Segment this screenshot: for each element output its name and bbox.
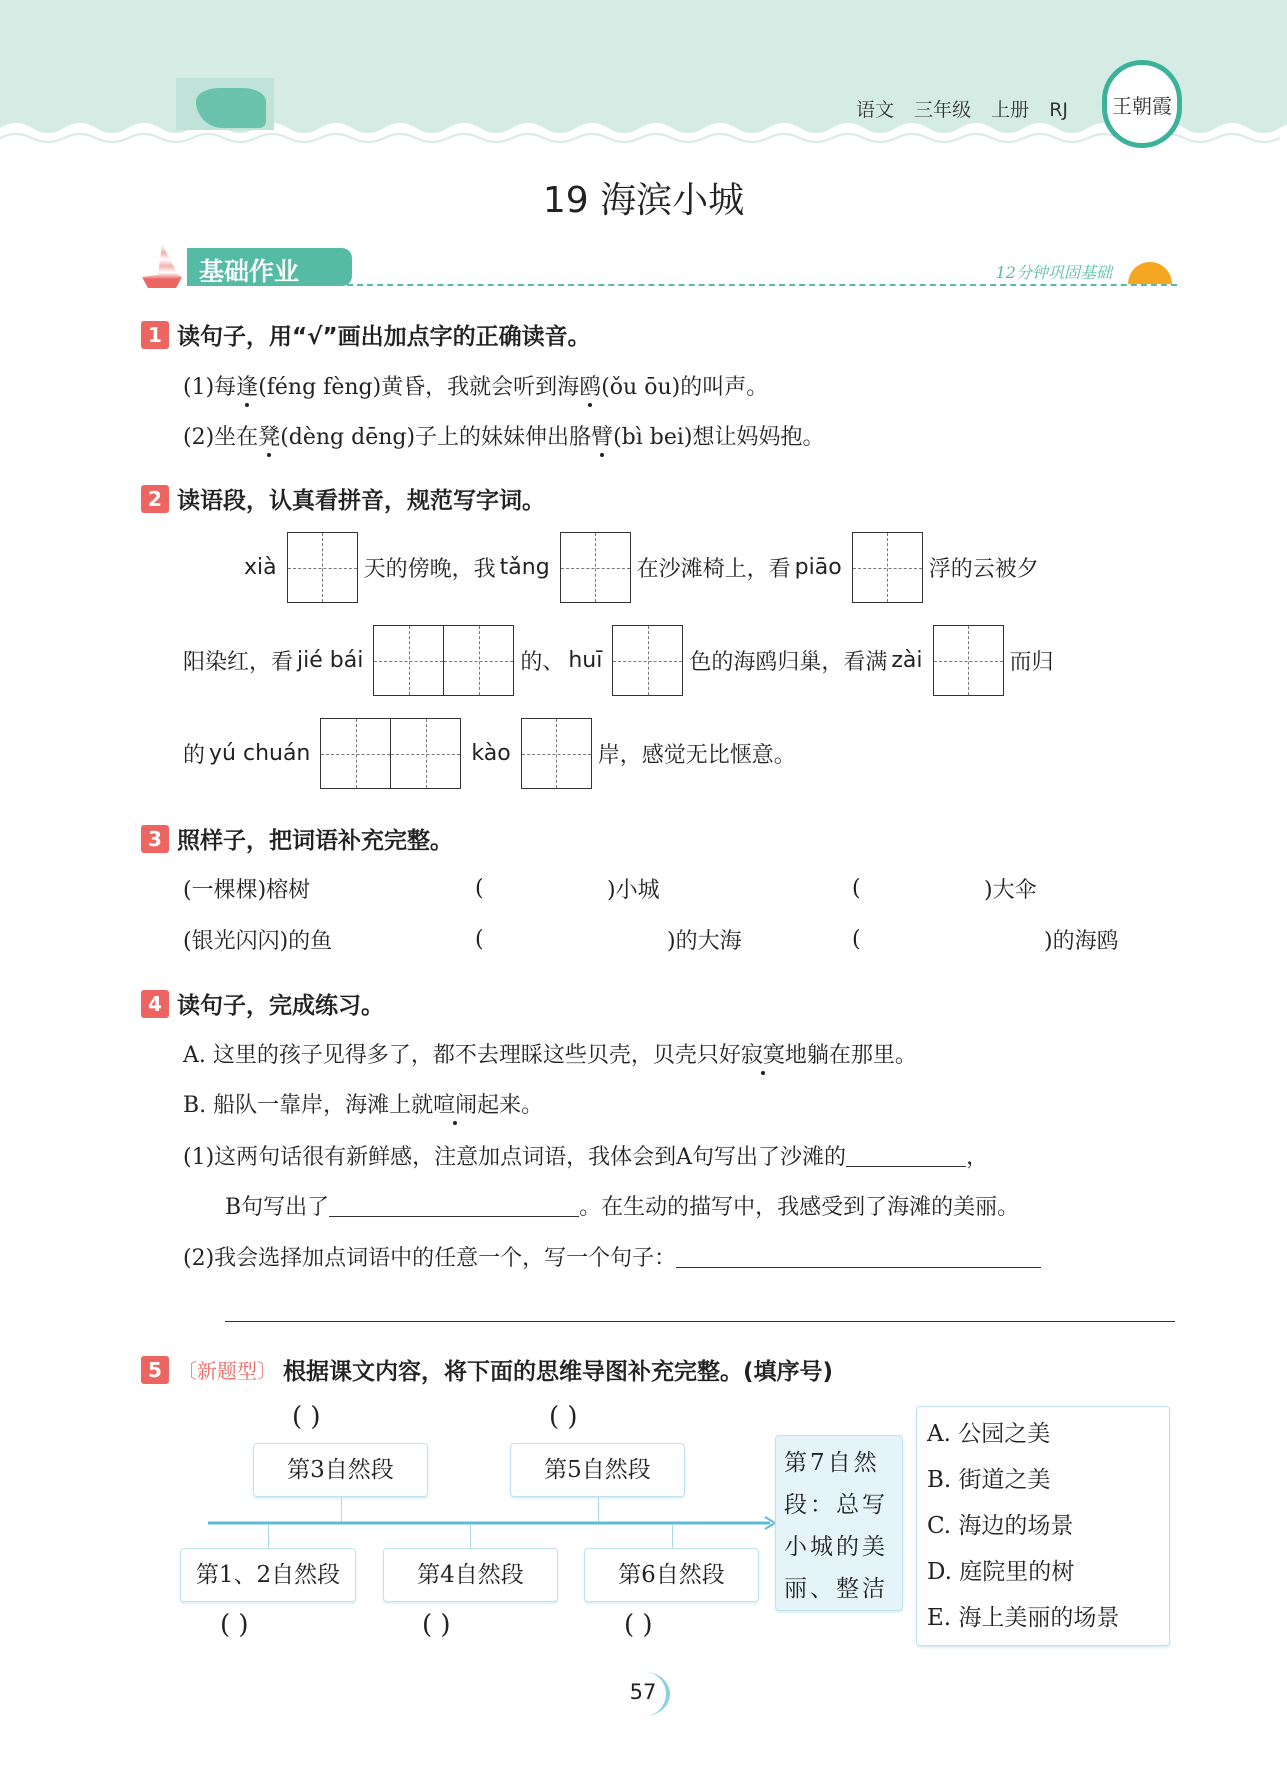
mindmap-node: 第5自然段: [510, 1443, 685, 1497]
question-number: 1: [141, 321, 169, 349]
question-5: 5 〔新题型〕 根据课文内容，将下面的思维导图补充完整。(填序号): [141, 1353, 833, 1386]
sentence-b: B. 船队一靠岸，海滩上就 喧闹 起来。: [183, 1088, 543, 1119]
connector: [268, 1525, 269, 1549]
answer-blank[interactable]: [329, 1195, 579, 1217]
writing-box[interactable]: [390, 718, 461, 789]
q4-sub-1b: B句写出了 。在生动的描写中，我感受到了海滩的美丽。: [225, 1195, 1020, 1220]
summary-node: 第7自然段：总写小城的美丽、整洁: [775, 1435, 903, 1611]
q2-row-2: 阳染红，看 jié bái 的、 huī 色的海鸥归巢，看满 zài 而归: [183, 625, 1054, 696]
question-3: 3 照样子，把词语补充完整。: [141, 822, 453, 855]
mindmap-node: 第4自然段: [383, 1548, 558, 1602]
q2-row-3: 的 yú chuán kào 岸，感觉无比惬意。: [183, 718, 796, 789]
q4-sub-2: (2)我会选择加点词语中的任意一个，写一个句子：: [183, 1241, 1041, 1272]
answer-line[interactable]: [225, 1321, 1175, 1322]
option-d: D. 庭院里的树: [927, 1559, 1075, 1585]
q4-sub-1: (1)这两句话很有新鲜感，注意加点词语，我体会到A句写出了沙滩的 ，: [183, 1145, 989, 1170]
section-header: [142, 248, 1177, 288]
mindmap-node: 第6自然段: [584, 1548, 759, 1602]
options-box: [916, 1406, 1170, 1646]
mindmap-node: 第3自然段: [253, 1443, 428, 1497]
lesson-title: 19 海滨小城: [542, 180, 745, 221]
sailboat-icon: [142, 244, 182, 288]
writing-box[interactable]: [287, 532, 358, 603]
edition: RJ: [1049, 99, 1068, 121]
writing-box[interactable]: [560, 532, 631, 603]
timeline-arrow: [205, 1515, 777, 1531]
q2-row-1: xià 天的傍晚，我 tǎng 在沙滩椅上，看 piāo 浮的云被夕: [240, 532, 1039, 603]
divider: [347, 284, 1177, 286]
writing-box[interactable]: [933, 625, 1004, 696]
grade: 三年级: [914, 99, 972, 121]
connector: [672, 1525, 673, 1549]
sentence-a: A. 这里的孩子见得多了，都不去理睬这些贝壳，贝壳只好 寂寞 地躺在那里。: [183, 1038, 917, 1069]
q3-row-2: (银光闪闪)的鱼 ( )的大海 ( )的海鸥: [183, 927, 1119, 954]
book-meta: [856, 95, 1068, 122]
writing-box[interactable]: [521, 718, 592, 789]
answer-blank[interactable]: [676, 1246, 1041, 1268]
writing-box[interactable]: [443, 625, 514, 696]
option-b: B. 街道之美: [927, 1467, 1051, 1493]
mindmap-node: 第1、2自然段: [180, 1548, 356, 1602]
q3-row-1: (一棵棵)榕树 ( )小城 ( )大伞: [183, 876, 1037, 903]
answer-paren[interactable]: ( ): [549, 1402, 578, 1432]
question-1: [141, 318, 591, 351]
answer-paren[interactable]: ( ): [220, 1610, 249, 1640]
section-note: 12分钟巩固基础: [995, 263, 1112, 282]
writing-box[interactable]: [373, 625, 444, 696]
option-e: E. 海上美丽的场景: [927, 1605, 1120, 1631]
page-number: 57: [620, 1672, 670, 1716]
q1-line-2: (2)坐在 凳 (dèng dēng)子上的妹妹伸出胳 臂 (bì bei)想让妈妈抱。: [183, 420, 825, 451]
writing-box[interactable]: [612, 625, 683, 696]
option-a: A. 公园之美: [927, 1421, 1051, 1447]
answer-paren[interactable]: ( ): [422, 1610, 451, 1640]
brand-logo: [1102, 60, 1182, 148]
answer-blank[interactable]: [846, 1145, 966, 1167]
logo-text: 王朝霞: [1112, 93, 1172, 118]
answer-paren[interactable]: ( ): [292, 1402, 321, 1432]
sunset-icon: [1128, 262, 1172, 284]
q1-line-1: (1)每 逢 (féng fèng)黄昏，我就会听到海 鸥 (ǒu ōu)的叫声。: [183, 370, 768, 401]
writing-box[interactable]: [320, 718, 391, 789]
question-2: 2 读语段，认真看拼音，规范写字词。: [141, 482, 545, 515]
option-c: C. 海边的场景: [927, 1513, 1074, 1539]
writing-box[interactable]: [852, 532, 923, 603]
answer-paren[interactable]: ( ): [624, 1610, 653, 1640]
connector: [470, 1525, 471, 1549]
question-4: 4 读句子，完成练习。: [141, 987, 384, 1020]
whale-icon: [176, 78, 274, 130]
subject: 语文: [856, 99, 895, 121]
question-prompt: 读句子，用“√”画出加点字的正确读音。: [177, 324, 591, 350]
volume: 上册: [991, 99, 1030, 121]
section-label: 基础作业: [187, 248, 352, 286]
